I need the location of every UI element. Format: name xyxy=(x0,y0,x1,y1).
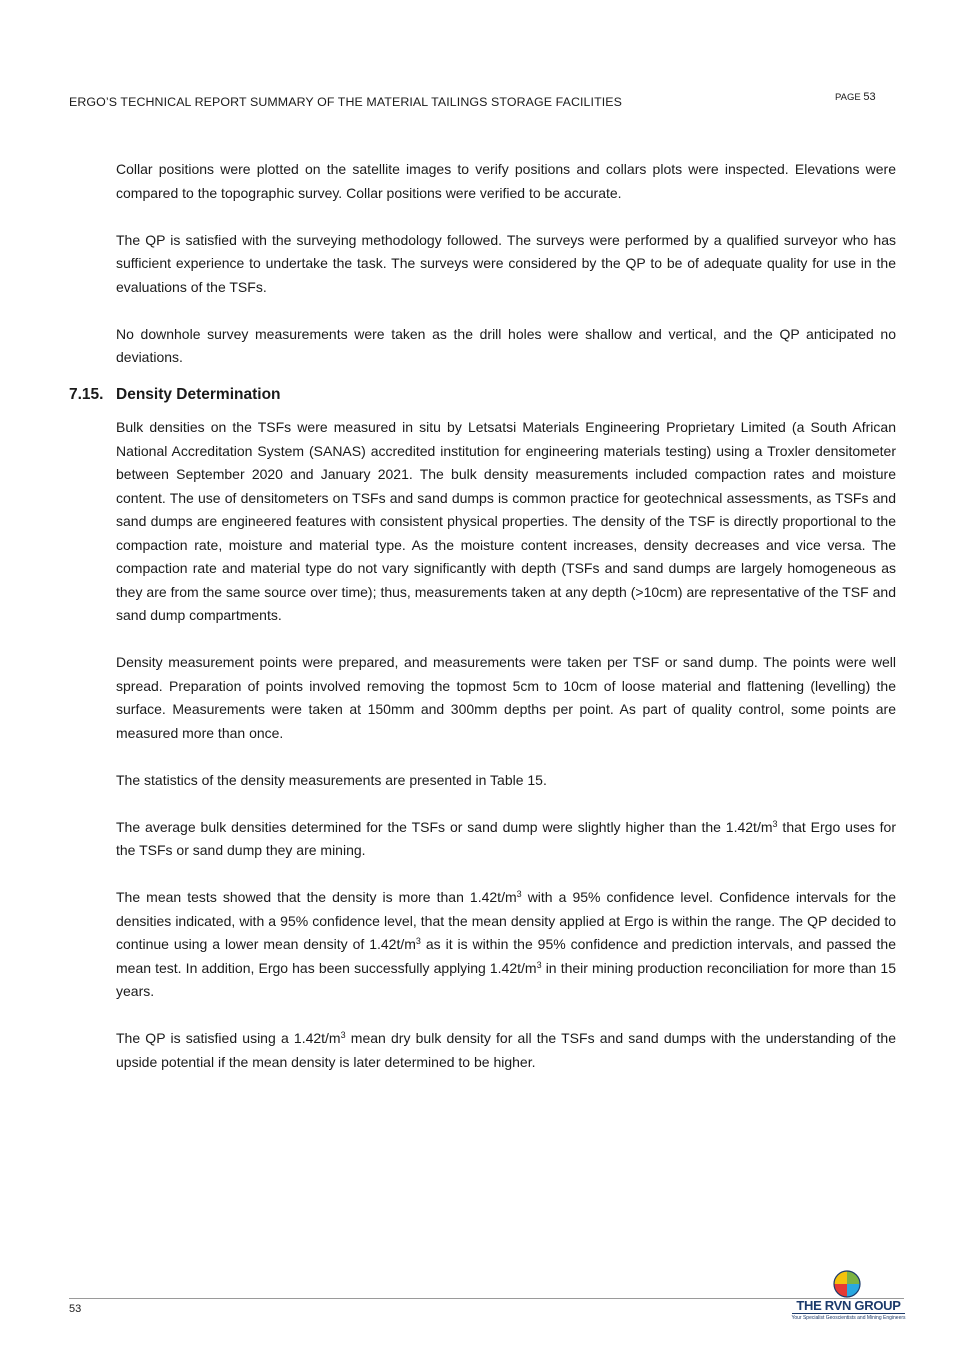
footer-divider xyxy=(69,1298,904,1299)
rvn-group-logo xyxy=(786,1270,911,1326)
paragraph-downhole-survey: No downhole survey measurements were taken as the drill holes were shallow and vertical, and the QP anticipated no deviations. xyxy=(116,325,896,365)
paragraph-survey-methodology: The QP is satisfied with the surveying methodology followed. The surveys were performed by a qualified surveyor who has sufficient experience to undertake the task. The surveys were considered by the QP to be of adequate quality for use in the evaluations of the TSFs. xyxy=(116,231,896,295)
header-page-label: PAGE xyxy=(835,92,861,103)
logo-tagline: Your Specialist Geoscientists and Mining Engineers xyxy=(791,1315,906,1321)
section-heading xyxy=(69,383,896,407)
header-page-number: 53 xyxy=(863,91,876,103)
paragraph-qp-satisfied: The QP is satisfied using a $1.42t/m^3$ mean dry bulk density for all the TSFs and sand dumps with the understanding of the upside potential if the mean density is later determined to be higher. xyxy=(116,1030,896,1070)
logo-pinwheel-icon xyxy=(833,1270,861,1298)
page-content xyxy=(69,158,896,1074)
logo-wordmark: THE RVN GROUP xyxy=(792,1299,905,1314)
paragraph-bulk-densities: Bulk densities on the TSFs were measured in situ by Letsatsi Materials Engineering Proprietary Limited (a South African National Accreditation System (SANAS) accredited institution for engineering materials testing) using a Troxler densitometer between September 2020 and January 2021. The bulk density measurements included compaction rates and moisture content. The use of densitometers on TSFs and sand dumps is common practice for geotechnical assessments, as TSFs and sand dumps are engineered features with consistent physical properties. The density of the TSF is directly proportional to the compaction rate, moisture and material type. As the moisture content increases, density decreases and vice versa. The compaction rate and material type do not vary significantly with depth (TSFs and sand dumps are largely homogeneous as they are from the same source over time); thus, measurements taken at any depth (>10cm) are representative of the TSF and sand dump compartments. xyxy=(116,419,896,623)
header-page-indicator xyxy=(835,91,876,103)
paragraph-mean-tests: The mean tests showed that the density is more than $1.42t/m^3$ with a 95% confidence level. Confidence intervals for the densities indicated, with a 95% confidence level, that the mean density applied at Ergo is within the range. The QP decided to continue using a lower mean density of $1.42t/m^3$ as it is within the 95% confidence and prediction intervals, and passed the mean test. In addition, Ergo has been successfully applying $1.42t/m^3$ in their mining production reconciliation for more than 15 years. xyxy=(116,889,896,999)
paragraph-average-density: The average bulk densities determined for the TSFs or sand dump were slightly higher than the $1.42t/m^3$ that Ergo uses for the TSFs or sand dump they are mining. xyxy=(116,818,896,858)
section-number: 7.15. xyxy=(69,386,104,403)
paragraph-measurement-points: Density measurement points were prepared, and measurements were taken per TSF or sand dump. The points were well spread. Preparation of points involved removing the topmost 5cm to 10cm of loose material and flattening (levelling) the surface. Measurements were taken at 150mm and 300mm depths per point. As part of quality control, some points are measured more than once. xyxy=(116,654,896,741)
footer-page-number: 53 xyxy=(69,1303,82,1315)
section-title: Density Determination xyxy=(116,386,281,403)
paragraph-collar-positions: Collar positions were plotted on the satellite images to verify positions and collars plots were inspected. Elevations were compared to the topographic survey. Collar positions were verified to be accurate. xyxy=(116,161,896,201)
report-header-title: ERGO’S TECHNICAL REPORT SUMMARY OF THE MATERIAL TAILINGS STORAGE FACILITIES xyxy=(69,95,623,109)
paragraph-statistics-reference: The statistics of the density measurements are presented in Table 15. xyxy=(116,771,547,788)
